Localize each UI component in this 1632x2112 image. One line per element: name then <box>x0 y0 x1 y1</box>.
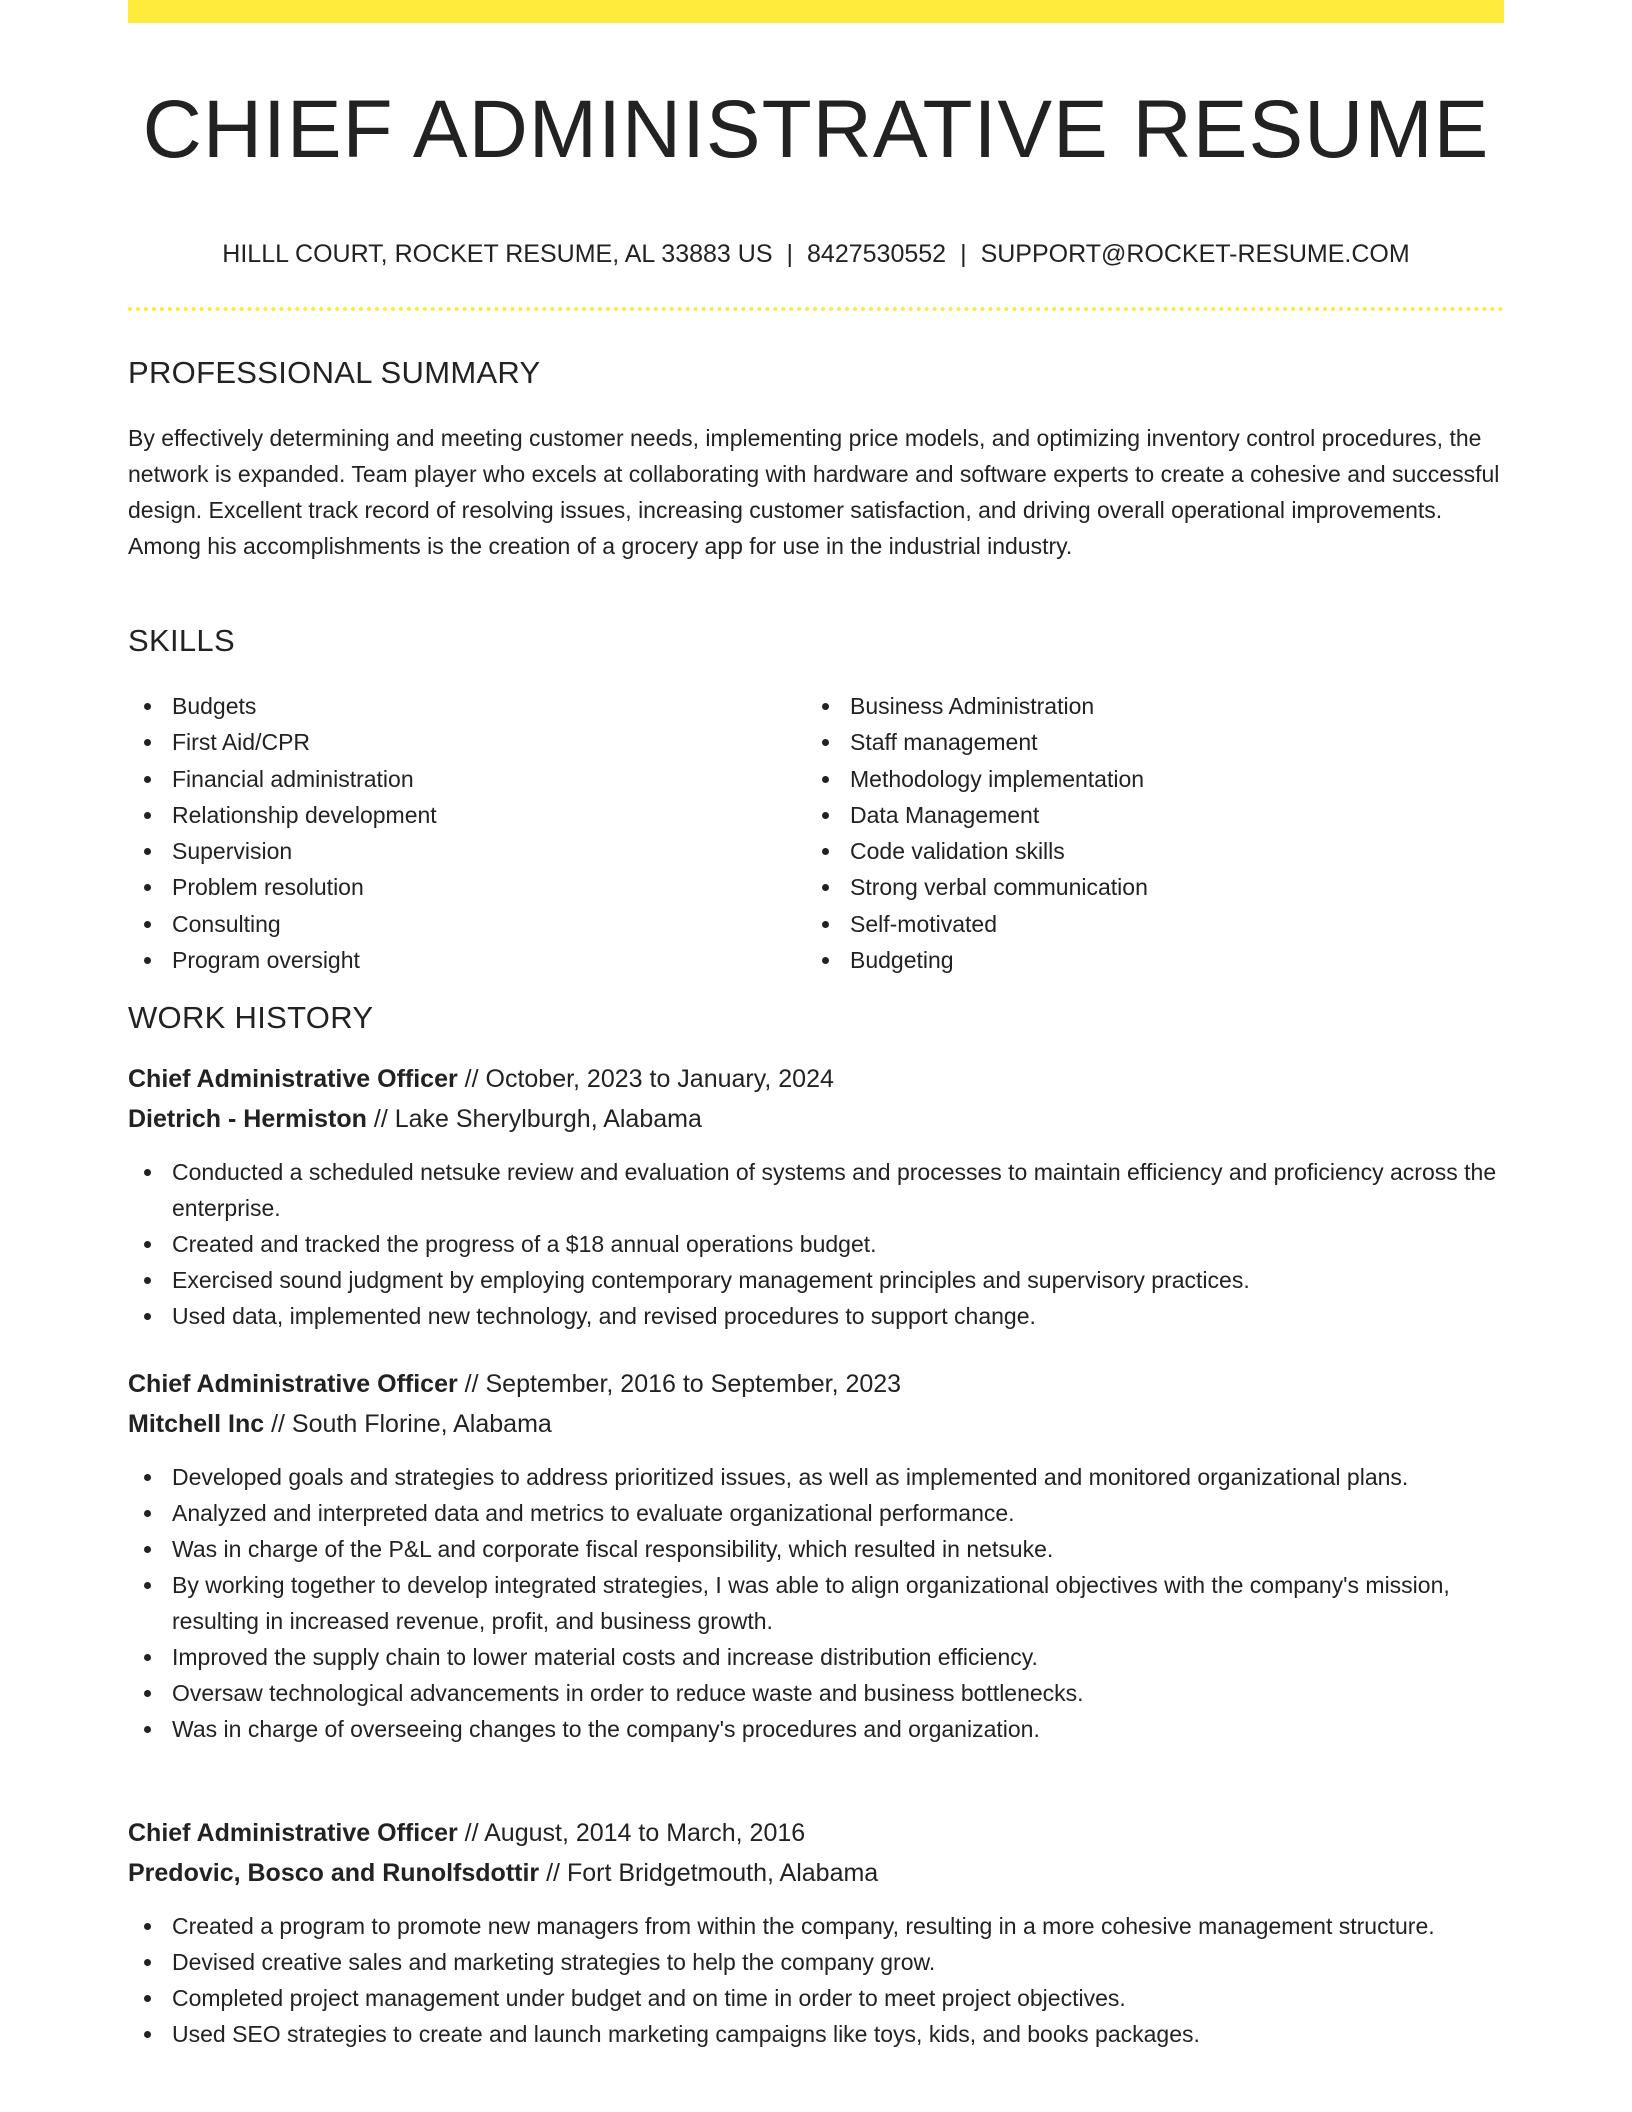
skill-item: First Aid/CPR <box>128 724 806 760</box>
contact-separator: | <box>960 240 967 268</box>
skill-item: Relationship development <box>128 797 806 833</box>
work-history-heading: WORK HISTORY <box>128 1000 374 1035</box>
accent-bar <box>128 0 1504 23</box>
job-title-line <box>128 1365 1504 1403</box>
job-bullet: Exercised sound judgment by employing contemporary management principles and supervisory practices. <box>128 1262 1504 1298</box>
job-bullet: Was in charge of overseeing changes to the company's procedures and organization. <box>128 1711 1504 1747</box>
dotted-divider <box>128 307 1504 311</box>
job-bullet: Improved the supply chain to lower material costs and increase distribution efficiency. <box>128 1639 1504 1675</box>
job-position: Chief Administrative Officer <box>128 1370 458 1398</box>
resume-title: CHIEF ADMINISTRATIVE RESUME <box>142 84 1490 175</box>
job-bullet: Was in charge of the P&L and corporate fiscal responsibility, which resulted in netsuke. <box>128 1531 1504 1567</box>
job-bullets <box>128 1459 1504 1747</box>
job-bullet: Created a program to promote new managers from within the company, resulting in a more cohesive management structure. <box>128 1908 1504 1944</box>
skills-column-left <box>128 688 806 978</box>
job-company-line <box>128 1854 1504 1892</box>
job-dates: // August, 2014 to March, 2016 <box>464 1819 806 1847</box>
contact-separator: | <box>786 240 794 268</box>
job-company: Dietrich - Hermiston <box>128 1105 367 1133</box>
job-entry <box>128 1814 1504 2052</box>
skill-item: Methodology implementation <box>806 761 1484 797</box>
job-bullet: Conducted a scheduled netsuke review and evaluation of systems and processes to maintain efficiency and proficiency across the enterprise. <box>128 1154 1504 1226</box>
skill-item: Supervision <box>128 833 806 869</box>
job-location: // Fort Bridgetmouth, Alabama <box>546 1859 879 1887</box>
skills-list <box>128 688 1504 978</box>
address: HILLL COURT, ROCKET RESUME, AL 33883 US <box>222 240 773 268</box>
job-bullet: Oversaw technological advancements in order to reduce waste and business bottlenecks. <box>128 1675 1504 1711</box>
job-bullet: Created and tracked the progress of a $18 annual operations budget. <box>128 1226 1504 1262</box>
job-dates: // September, 2016 to September, 2023 <box>464 1370 902 1398</box>
skill-item: Code validation skills <box>806 833 1484 869</box>
job-company: Mitchell Inc <box>128 1410 265 1438</box>
skill-item: Financial administration <box>128 761 806 797</box>
contact-line <box>128 236 1504 272</box>
skills-column-right <box>806 688 1484 978</box>
skill-item: Strong verbal communication <box>806 869 1484 905</box>
job-entry <box>128 1060 1504 1334</box>
summary-heading: PROFESSIONAL SUMMARY <box>128 355 541 390</box>
skill-item: Program oversight <box>128 942 806 978</box>
email-link[interactable]: SUPPORT@ROCKET-RESUME.COM <box>980 240 1410 268</box>
skill-item: Consulting <box>128 906 806 942</box>
job-dates: // October, 2023 to January, 2024 <box>464 1065 834 1093</box>
job-bullet: By working together to develop integrated strategies, I was able to align organizational objectives with the company's mission, resulting in increased revenue, profit, and business growth. <box>128 1567 1504 1639</box>
skill-item: Staff management <box>806 724 1484 760</box>
skill-item: Budgeting <box>806 942 1484 978</box>
job-bullet: Analyzed and interpreted data and metrics to evaluate organizational performance. <box>128 1495 1504 1531</box>
skills-heading: SKILLS <box>128 623 235 658</box>
job-company-line <box>128 1405 1504 1443</box>
skill-item: Business Administration <box>806 688 1484 724</box>
job-title-line <box>128 1060 1504 1098</box>
skill-item: Problem resolution <box>128 869 806 905</box>
job-location: // South Florine, Alabama <box>271 1410 552 1438</box>
job-position: Chief Administrative Officer <box>128 1819 458 1847</box>
job-bullet: Devised creative sales and marketing strategies to help the company grow. <box>128 1944 1504 1980</box>
summary-text: By effectively determining and meeting customer needs, implementing price models, and optimizing inventory control procedures, the network is expanded. Team player who excels at collaborating with hardware and software experts to create a cohesive and successful design. Excellent track record of resolving issues, increasing customer satisfaction, and driving overall operational improvements. Among his accomplishments is the creation of a grocery app for use in the industrial industry. <box>128 425 1500 559</box>
skill-item: Budgets <box>128 688 806 724</box>
job-bullet: Used SEO strategies to create and launch marketing campaigns like toys, kids, and books packages. <box>128 2016 1504 2052</box>
phone: 8427530552 <box>807 240 947 268</box>
job-location: // Lake Sherylburgh, Alabama <box>373 1105 702 1133</box>
job-bullets <box>128 1908 1504 2052</box>
job-bullet: Used data, implemented new technology, and revised procedures to support change. <box>128 1298 1504 1334</box>
job-bullets <box>128 1154 1504 1334</box>
job-position: Chief Administrative Officer <box>128 1065 458 1093</box>
skill-item: Self-motivated <box>806 906 1484 942</box>
job-bullet: Completed project management under budget and on time in order to meet project objectives. <box>128 1980 1504 2016</box>
job-company-line <box>128 1100 1504 1138</box>
job-company: Predovic, Bosco and Runolfsdottir <box>128 1859 540 1887</box>
job-title-line <box>128 1814 1504 1852</box>
job-entry <box>128 1365 1504 1747</box>
job-bullet: Developed goals and strategies to address prioritized issues, as well as implemented and monitored organizational plans. <box>128 1459 1504 1495</box>
skill-item: Data Management <box>806 797 1484 833</box>
